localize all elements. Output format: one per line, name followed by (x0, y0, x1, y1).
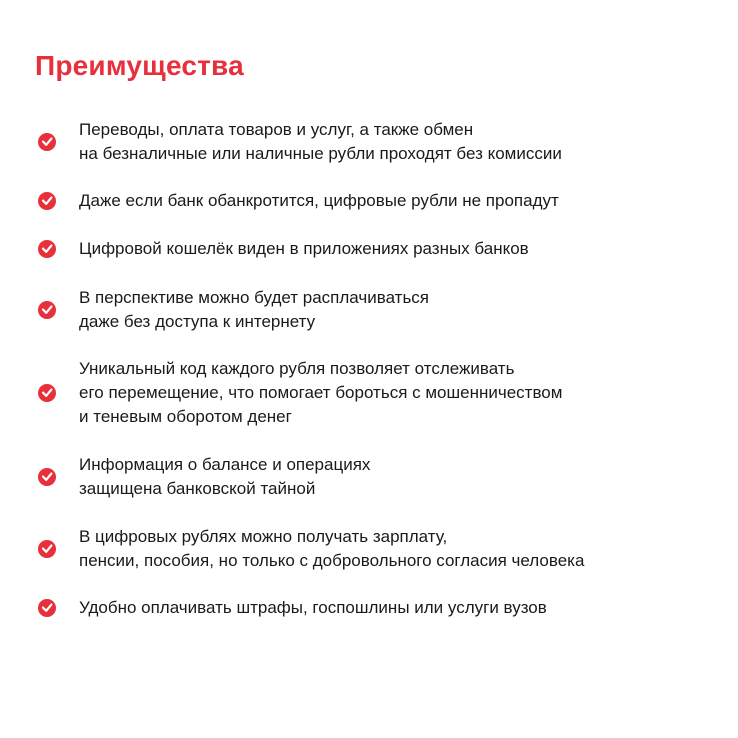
benefit-item-1 (38, 118, 718, 166)
check-circle-icon (38, 240, 56, 258)
check-circle-icon (38, 599, 56, 617)
benefit-text (79, 237, 529, 261)
benefit-text (79, 525, 584, 573)
benefit-item-2 (38, 189, 718, 213)
benefit-item-7 (38, 525, 718, 573)
benefit-line: Цифровой кошелёк виден в приложениях разных банков (79, 239, 529, 258)
benefit-item-8 (38, 596, 718, 620)
benefit-text (79, 596, 547, 620)
check-circle-icon (38, 384, 56, 402)
benefit-line: защищена банковской тайной (79, 479, 316, 498)
benefit-line: Удобно оплачивать штрафы, госпошлины или услуги вузов (79, 598, 547, 617)
benefit-item-6 (38, 453, 718, 501)
benefit-item-4 (38, 286, 718, 334)
benefit-line: В цифровых рублях можно получать зарплату, (79, 527, 448, 546)
page-title: Преимущества (35, 50, 244, 81)
benefit-text (79, 118, 562, 166)
check-circle-icon (38, 540, 56, 558)
check-circle-icon (38, 192, 56, 210)
benefit-line: даже без доступа к интернету (79, 312, 316, 331)
benefit-line: пенсии, пособия, но только с добровольного согласия человека (79, 551, 585, 570)
check-circle-icon (38, 468, 56, 486)
benefit-line: и теневым оборотом денег (79, 407, 292, 426)
benefit-line: его перемещение, что помогает бороться с мошенничеством (79, 383, 563, 402)
benefit-item-3 (38, 237, 718, 261)
benefit-text (79, 189, 559, 213)
benefit-line: Уникальный код каждого рубля позволяет отслеживать (79, 359, 515, 378)
check-circle-icon (38, 133, 56, 151)
check-circle-icon (38, 301, 56, 319)
benefit-line: Информация о балансе и операциях (79, 455, 371, 474)
benefit-item-5 (38, 357, 718, 429)
benefit-line: Даже если банк обанкротится, цифровые рубли не пропадут (79, 191, 559, 210)
benefit-text (79, 357, 562, 429)
benefit-text (79, 286, 429, 334)
benefit-text (79, 453, 370, 501)
benefit-line: Переводы, оплата товаров и услуг, а также обмен (79, 120, 474, 139)
benefit-line: В перспективе можно будет расплачиваться (79, 288, 430, 307)
benefit-line: на безналичные или наличные рубли проходят без комиссии (79, 144, 562, 163)
